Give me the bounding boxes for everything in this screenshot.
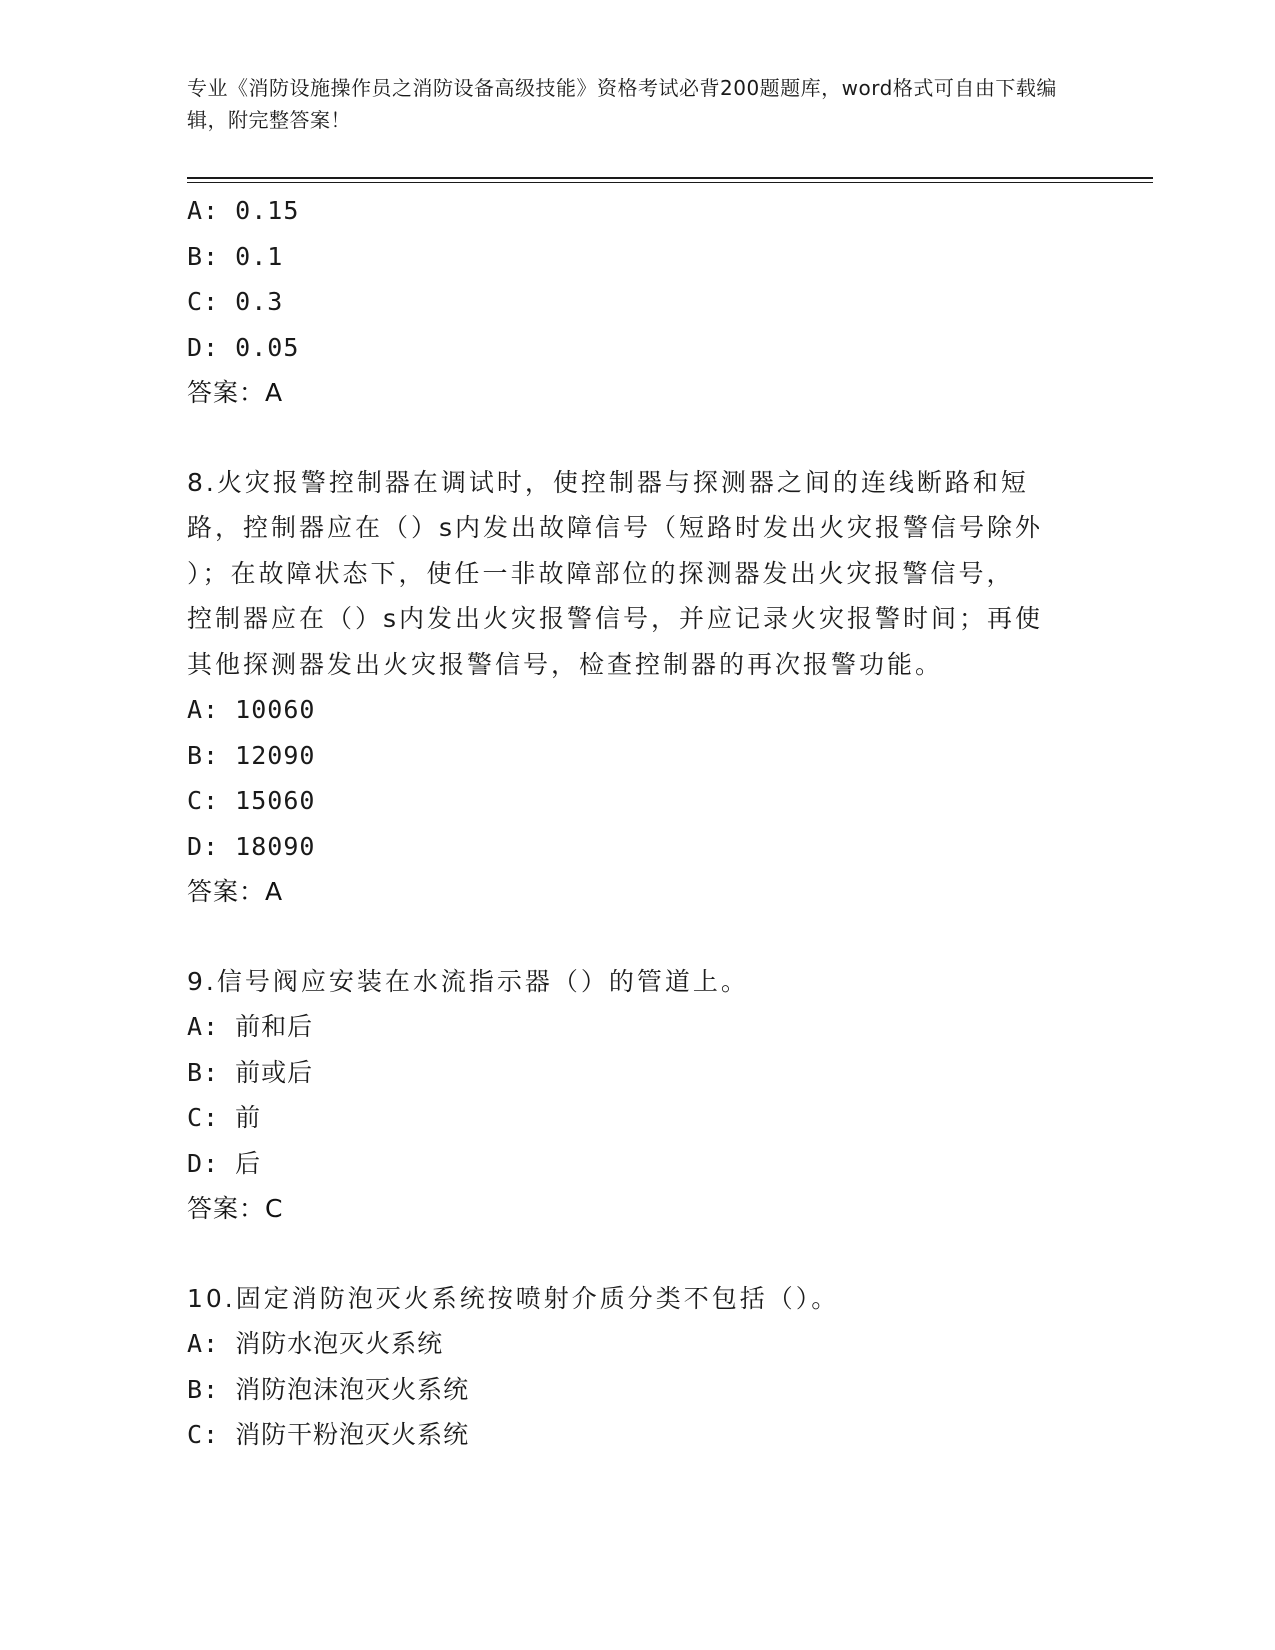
option-text: 前	[235, 1103, 262, 1132]
option-label: C:	[187, 786, 220, 815]
spacer	[187, 416, 1087, 460]
option-label: B:	[187, 1374, 220, 1404]
option-label: A:	[187, 1012, 220, 1041]
header-divider-top	[187, 177, 1153, 179]
option-label: B:	[187, 740, 220, 770]
option-label: C:	[187, 287, 220, 316]
answer-line: 答案：A	[187, 877, 284, 906]
option-text: 0.15	[235, 196, 300, 225]
header-divider-bottom	[187, 182, 1153, 183]
option-label: A:	[187, 196, 220, 225]
option-label: C:	[187, 1420, 220, 1449]
answer-line: 答案：A	[187, 378, 284, 407]
option-text: 消防水泡灭火系统	[235, 1329, 444, 1358]
option-c	[187, 1412, 1087, 1458]
option-label: D:	[187, 831, 220, 861]
option-label: B:	[187, 1057, 220, 1087]
question-9	[187, 959, 1087, 1232]
spacer	[187, 915, 1087, 959]
spacer	[187, 1232, 1087, 1276]
option-label: D:	[187, 332, 220, 362]
option-b	[187, 1367, 1087, 1413]
option-text: 消防泡沫泡灭火系统	[235, 1374, 470, 1404]
question-stem-line: 10.固定消防泡灭火系统按喷射介质分类不包括（）。	[187, 1283, 840, 1313]
option-text: 0.3	[235, 287, 284, 316]
question-stem-line: 8.火灾报警控制器在调试时，使控制器与探测器之间的连线断路和短	[187, 467, 1029, 497]
option-b	[187, 234, 1087, 280]
option-text: 0.1	[235, 241, 284, 271]
question-7-tail	[187, 188, 1087, 416]
option-a	[187, 687, 1087, 733]
document-intro: 专业《消防设施操作员之消防设备高级技能》资格考试必背200题题库，word格式可自由下载编辑，附完整答案！	[187, 76, 1057, 132]
option-a	[187, 1321, 1087, 1367]
question-stem-line: ）；在故障状态下，使任一非故障部位的探测器发出火灾报警信号，	[187, 558, 1015, 588]
option-b	[187, 733, 1087, 779]
option-a	[187, 1004, 1087, 1050]
option-c	[187, 778, 1087, 824]
option-d	[187, 824, 1087, 870]
option-text: 10060	[235, 695, 316, 724]
option-text: 18090	[235, 831, 316, 861]
option-label: A:	[187, 1329, 220, 1358]
option-text: 后	[235, 1148, 262, 1178]
option-d	[187, 1141, 1087, 1187]
option-text: 前或后	[235, 1057, 314, 1087]
option-a	[187, 188, 1087, 234]
option-text: 12090	[235, 740, 316, 770]
option-text: 15060	[235, 786, 316, 815]
question-8	[187, 460, 1087, 915]
option-label: D:	[187, 1148, 220, 1178]
option-text: 前和后	[235, 1012, 314, 1041]
option-text: 0.05	[235, 332, 300, 362]
option-label: C:	[187, 1103, 220, 1132]
option-c	[187, 279, 1087, 325]
option-b	[187, 1050, 1087, 1096]
question-list	[187, 188, 1087, 1458]
question-stem-line: 9.信号阀应安装在水流指示器（）的管道上。	[187, 966, 749, 996]
option-label: B:	[187, 241, 220, 271]
option-c	[187, 1095, 1087, 1141]
question-stem-line: 控制器应在（）s内发出火灾报警信号，并应记录火灾报警时间；再使	[187, 604, 1044, 633]
question-stem-line: 其他探测器发出火灾报警信号，检查控制器的再次报警功能。	[187, 649, 944, 679]
question-stem-line: 路，控制器应在（）s内发出故障信号（短路时发出火灾报警信号除外	[187, 513, 1044, 542]
option-d	[187, 325, 1087, 371]
option-label: A:	[187, 695, 220, 724]
question-10	[187, 1276, 1087, 1458]
answer-line: 答案：C	[187, 1194, 284, 1223]
option-text: 消防干粉泡灭火系统	[235, 1420, 470, 1449]
